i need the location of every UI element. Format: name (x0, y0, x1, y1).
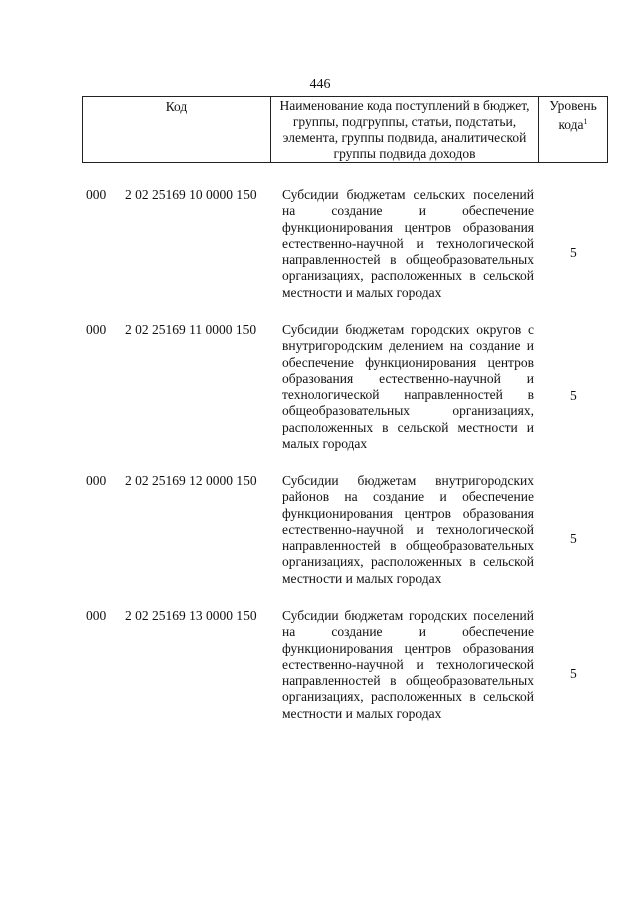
row-level: 5 (570, 388, 577, 403)
header-name: Наименование кода поступлений в бюджет, группы, подгруппы, статьи, подстатьи, элемента, группы подвида, аналитической группы подвида доходов (271, 97, 539, 162)
row-level: 5 (570, 245, 577, 260)
header-level (539, 97, 607, 162)
row-description: Субсидии бюджетам внутригородских районов на создание и обеспечение функционирования центров образования естественно-научной и технологической направленностей в общеобразовательных организациях, расположенных в сельской местности и малых городах (282, 473, 534, 586)
row-admin-code: 000 (86, 322, 107, 337)
row-description: Субсидии бюджетам городских округов с внутригородским делением на создание и обеспечение функционирования центров образования естественно-научной и технологической направленностей в общеобразовательных организациях, расположенных в сельской местности и малых городах (282, 322, 534, 452)
header-code: Код (83, 97, 271, 162)
row-budget-code: 2 02 25169 13 0000 150 (125, 608, 257, 623)
row-budget-code: 2 02 25169 10 0000 150 (125, 187, 257, 202)
row-budget-code: 2 02 25169 12 0000 150 (125, 473, 257, 488)
row-budget-code: 2 02 25169 11 0000 150 (125, 322, 257, 337)
row-description: Субсидии бюджетам городских поселений на создание и обеспечение функционирования центров образования естественно-научной и технологической направленностей в общеобразовательных организациях, расположенных в сельской местности и малых городах (282, 608, 534, 721)
row-admin-code: 000 (86, 187, 107, 202)
row-level: 5 (570, 531, 577, 546)
row-description: Субсидии бюджетам сельских поселений на создание и обеспечение функционирования центров образования естественно-научной и технологической направленностей в общеобразовательных организациях, расположенных в сельской местности и малых городах (282, 187, 534, 300)
row-admin-code: 000 (86, 473, 107, 488)
header-level-footnote: 1 (583, 117, 588, 126)
header-level-label: Уровень кода (549, 98, 597, 132)
table-header (82, 96, 608, 163)
row-admin-code: 000 (86, 608, 107, 623)
row-level: 5 (570, 666, 577, 681)
page-number: 446 (309, 77, 331, 92)
